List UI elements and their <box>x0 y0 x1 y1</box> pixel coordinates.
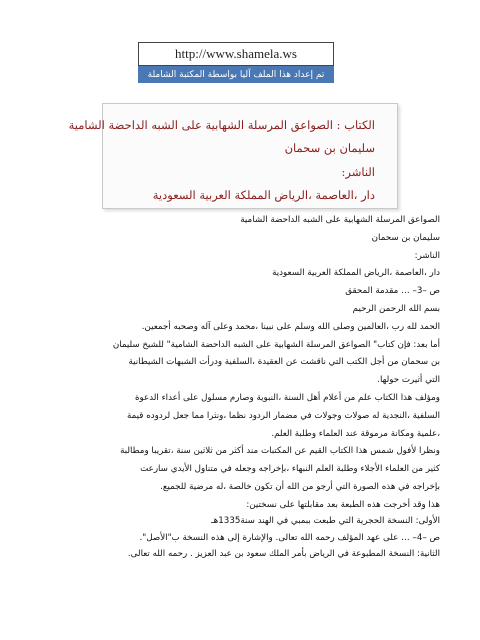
body-line: هذا وقد أخرجت هذه الطبعة بعد مقابلتها على نسختين: <box>246 499 440 510</box>
body-line: السلفية ،النجدية له صولات وجولات في مضمار الردود نظما ،ونثرا مما جعل لردوده قيمة <box>126 410 440 421</box>
book-title-line: الكتاب : الصواعق المرسلة الشهابية على الشبه الداحضة الشامية <box>68 118 375 132</box>
body-line: بإخراجه في هذه الصورة التي أرجو من الله أن تكون خالصة ،له مرضية للجميع. <box>160 481 440 492</box>
document-body <box>28 212 440 563</box>
body-line: الثانية: النسخة المطبوعة في الرياض بأمر الملك سعود بن عبد العزيز . رحمه الله تعالى. <box>127 549 440 560</box>
book-info-box <box>68 103 398 209</box>
body-line: ونظرا لأفول شمس هذا الكتاب القيم عن المكتبات مند أكثر من ثلاثين سنة ،تقريبا ومطالبة <box>120 446 440 457</box>
basmala-line: بسم الله الرحمن الرحيم <box>352 303 440 314</box>
publisher-name: دار ،العاصمة ،الرياض المملكة العربية السعودية <box>152 188 375 202</box>
page-marker-line: ص –4– … على عهد المؤلف رحمه الله تعالى. والإشارة إلى هذه النسخة ب"الأصل". <box>139 532 440 543</box>
body-line: سليمان بن سحمان <box>371 232 440 243</box>
book-author: سليمان بن سحمان <box>284 141 375 155</box>
site-url[interactable]: http://www.shamela.ws <box>175 46 297 61</box>
shamela-banner: تم إعداد هذا الملف آليا بواسطة المكتبة الشاملة <box>138 66 334 83</box>
page-marker-line: ص –3– … مقدمة المحقق <box>345 286 440 297</box>
body-line: دار ،العاصمة ،الرياض المملكة العربية السعودية <box>272 268 440 279</box>
body-line: بن سحمان من أجل الكتب التي ناقشت عن العقيدة ،السلفية ودرأت الشبهات الشيطانية <box>128 357 440 368</box>
body-line: الصواعق المرسلة الشهابية على الشبه الداحضة الشامية <box>240 215 440 225</box>
body-line: التي أثيرت حولها. <box>377 375 440 386</box>
body-line: الناشر: <box>414 250 440 261</box>
body-line: الأولى: النسخة الحجرية التي طبعت ببمبي في الهند سنة1335هـ <box>211 516 440 527</box>
body-line: أما بعد: فإن كتاب" الصواعق المرسلة الشهابية على الشبه الداحضة الشامية" للشيخ سليمان <box>112 339 440 350</box>
site-url-box <box>138 42 334 66</box>
publisher-label: الناشر: <box>341 165 375 179</box>
body-line: ومؤلف هذا الكتاب علم من أعلام أهل السنة ،النبوية وصارم مسلول على أعداء الدعوة <box>134 392 440 403</box>
body-line: الحمد لله رب ،العالمين وصلى الله وسلم على نبينا ،محمد وعلى آله وصحبه أجمعين. <box>141 321 440 332</box>
body-line: كثير من العلماء الأجلاء وطلبة العلم النبهاء ،بإخراجه وجعله في متناول الأيدي سارعت <box>140 464 440 475</box>
body-line: ،علمية ومكانة مرموقة عند العلماء وطلبة العلم. <box>271 428 440 439</box>
